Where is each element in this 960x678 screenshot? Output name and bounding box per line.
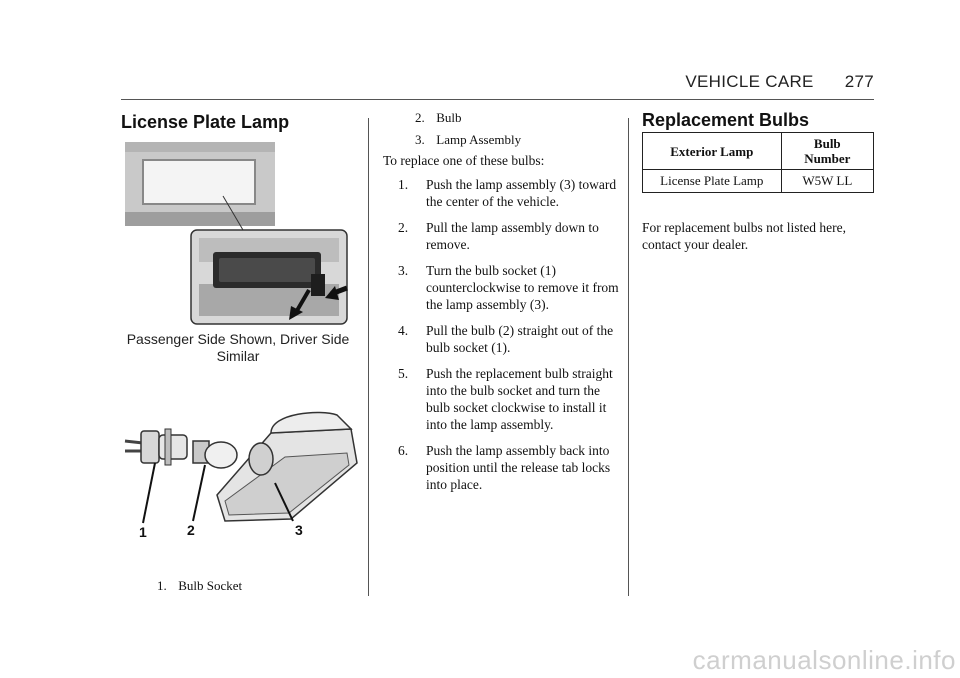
step-text: Turn the bulb socket (1) counterclockwise to remove it from the lamp assembly (3).	[426, 263, 619, 312]
legend-item	[415, 107, 521, 129]
step-item	[398, 219, 620, 253]
table-cell-lamp: License Plate Lamp	[643, 170, 782, 193]
table-row	[643, 170, 874, 193]
replacement-intro: To replace one of these bulbs:	[383, 153, 545, 168]
callout-3: 3	[295, 522, 303, 538]
legend-number: 2.	[415, 110, 425, 125]
callout-1: 1	[139, 524, 147, 540]
header-divider	[121, 99, 874, 100]
column-divider-left	[368, 118, 369, 596]
step-item	[398, 262, 620, 313]
step-item	[398, 365, 620, 433]
replacement-note: For replacement bulbs not listed here, contact your dealer.	[642, 220, 846, 252]
step-text: Push the replacement bulb straight into the bulb socket and turn the bulb socket clockwise to install it into the lamp assembly.	[426, 366, 613, 432]
step-item	[398, 322, 620, 356]
legend-label: Lamp Assembly	[436, 132, 522, 147]
legend-middle	[415, 107, 521, 151]
watermark: carmanualsonline.info	[692, 645, 956, 675]
step-text: Push the lamp assembly back into position until the release tab locks into place.	[426, 443, 611, 492]
step-number: 1.	[398, 177, 409, 192]
figure1-caption: Passenger Side Shown, Driver Side Similar	[126, 331, 350, 364]
page-number: 277	[844, 72, 874, 91]
legend-number: 1.	[157, 578, 167, 593]
section-title: VEHICLE CARE	[685, 72, 814, 91]
legend-label: Bulb Socket	[178, 578, 243, 593]
step-item	[398, 442, 620, 493]
step-item	[398, 176, 620, 210]
step-number: 4.	[398, 323, 409, 338]
page-header	[685, 72, 874, 92]
license-plate-lamp-illustration	[125, 142, 351, 326]
step-number: 3.	[398, 263, 409, 278]
step-number: 2.	[398, 220, 409, 235]
bulb-components-illustration	[121, 403, 361, 563]
replacement-steps	[398, 176, 620, 502]
callout-2: 2	[187, 522, 195, 538]
step-number: 5.	[398, 366, 409, 381]
license-plate-lamp-figure	[125, 142, 351, 331]
legend-number: 3.	[415, 132, 425, 147]
replacement-bulbs-heading: Replacement Bulbs	[642, 110, 810, 130]
license-plate-lamp-heading: License Plate Lamp	[121, 112, 290, 132]
step-text: Pull the lamp assembly down to remove.	[426, 220, 599, 252]
legend-item	[415, 129, 521, 151]
legend-item	[157, 575, 242, 597]
legend-left	[157, 575, 242, 597]
step-text: Push the lamp assembly (3) toward the center of the vehicle.	[426, 177, 617, 209]
step-number: 6.	[398, 443, 409, 458]
step-text: Pull the bulb (2) straight out of the bulb socket (1).	[426, 323, 614, 355]
replacement-bulbs-table	[642, 132, 874, 193]
legend-label: Bulb	[436, 110, 462, 125]
column-header-exterior-lamp: Exterior Lamp	[643, 133, 782, 170]
column-header-bulb-number: Bulb Number	[781, 133, 873, 170]
column-divider-right	[628, 118, 629, 596]
table-header-row	[643, 133, 874, 170]
bulb-components-figure	[121, 403, 361, 568]
table-cell-bulb: W5W LL	[781, 170, 873, 193]
